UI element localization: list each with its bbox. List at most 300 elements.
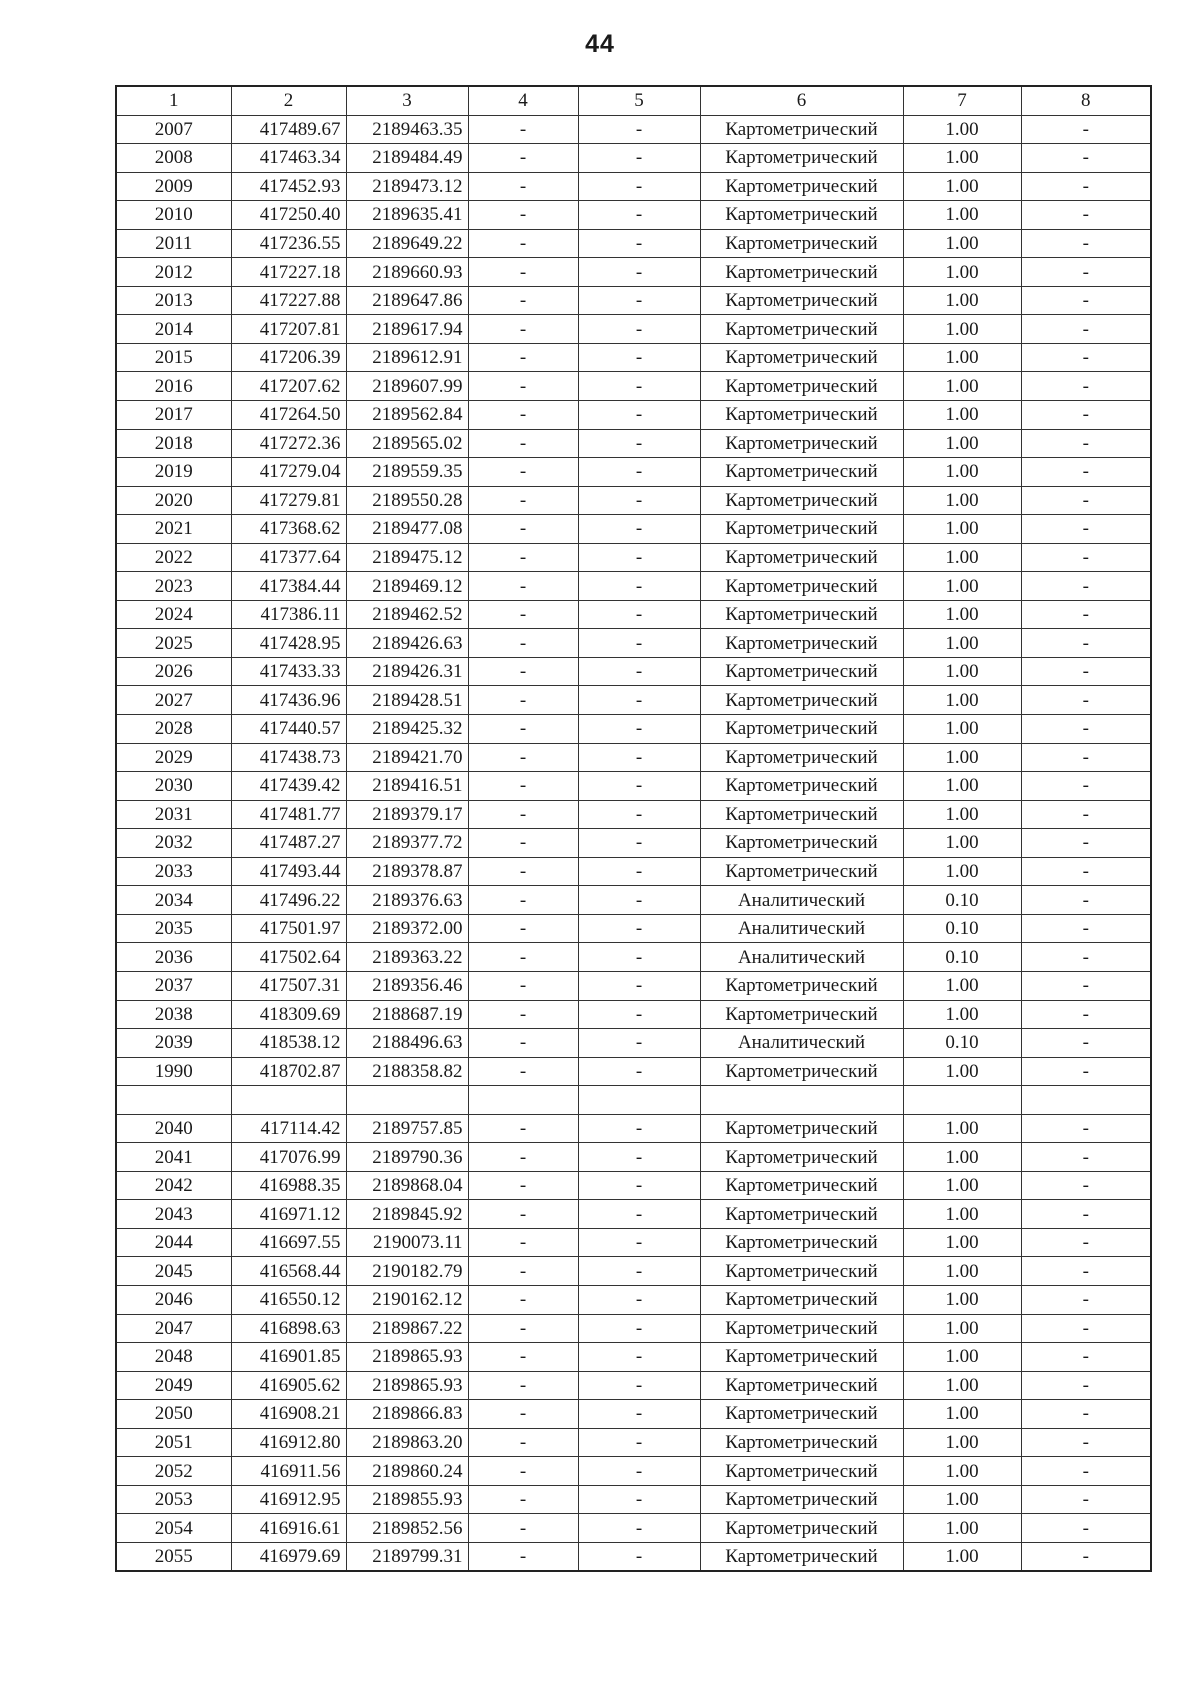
table-cell: - (578, 1485, 700, 1514)
table-row (116, 743, 1151, 772)
table-cell: - (578, 1114, 700, 1143)
table-cell: Картометрический (700, 857, 903, 886)
table-cell: - (1021, 401, 1151, 430)
table-cell: - (468, 543, 578, 572)
table-cell: - (1021, 343, 1151, 372)
table-cell: - (578, 857, 700, 886)
table-cell: 1.00 (903, 772, 1021, 801)
table-cell: 1.00 (903, 857, 1021, 886)
table-cell: 0.10 (903, 914, 1021, 943)
table-cell: - (468, 115, 578, 144)
table-cell: Картометрический (700, 1143, 903, 1172)
table-cell: - (468, 1400, 578, 1429)
table-cell: - (468, 857, 578, 886)
table-cell: - (578, 1314, 700, 1343)
table-cell: 2189617.94 (346, 315, 468, 344)
table-row (116, 515, 1151, 544)
table-cell: 2021 (116, 515, 231, 544)
table-cell: - (468, 1029, 578, 1058)
table-cell: - (1021, 229, 1151, 258)
table-cell: 2013 (116, 286, 231, 315)
table-cell: - (578, 743, 700, 772)
column-header: 3 (346, 86, 468, 115)
table-cell: - (1021, 1514, 1151, 1543)
table-cell: Картометрический (700, 1314, 903, 1343)
table-cell: 2048 (116, 1343, 231, 1372)
table-cell: 2189635.41 (346, 201, 468, 230)
table-cell: Картометрический (700, 1257, 903, 1286)
table-cell: 2189790.36 (346, 1143, 468, 1172)
table-cell: 2053 (116, 1485, 231, 1514)
table-cell: - (578, 600, 700, 629)
table-row (116, 1514, 1151, 1543)
table-cell: 2035 (116, 914, 231, 943)
table-cell: - (578, 258, 700, 287)
table-cell: 2047 (116, 1314, 231, 1343)
coordinates-table (115, 85, 1152, 1572)
table-cell: - (578, 286, 700, 315)
table-cell: Картометрический (700, 401, 903, 430)
table-cell: - (468, 657, 578, 686)
table-cell: - (578, 943, 700, 972)
table-row (116, 144, 1151, 173)
table-cell: - (578, 1371, 700, 1400)
table-row (116, 258, 1151, 287)
table-cell: - (1021, 172, 1151, 201)
table-cell: - (1021, 715, 1151, 744)
table-cell: - (1021, 914, 1151, 943)
table-cell: - (578, 486, 700, 515)
table-cell: - (578, 1457, 700, 1486)
table-cell: - (578, 458, 700, 487)
table-cell: 2190073.11 (346, 1228, 468, 1257)
table-cell: 0.10 (903, 1029, 1021, 1058)
table-cell: 2029 (116, 743, 231, 772)
table-cell: 2189647.86 (346, 286, 468, 315)
table-cell: 2045 (116, 1257, 231, 1286)
table-cell: 417264.50 (231, 401, 346, 430)
table-cell: 417279.81 (231, 486, 346, 515)
table-cell: - (1021, 1000, 1151, 1029)
table-row (116, 715, 1151, 744)
table-cell: 2188358.82 (346, 1057, 468, 1086)
table-cell: 2189379.17 (346, 800, 468, 829)
table-cell: Картометрический (700, 1057, 903, 1086)
table-cell: - (1021, 971, 1151, 1000)
table-cell: 417496.22 (231, 886, 346, 915)
table-cell: 416901.85 (231, 1343, 346, 1372)
table-cell: 1.00 (903, 258, 1021, 287)
table-row (116, 1200, 1151, 1229)
table-row (116, 1542, 1151, 1571)
table-cell: - (1021, 857, 1151, 886)
table-cell: 1.00 (903, 1485, 1021, 1514)
table-cell: 2008 (116, 144, 231, 173)
table-cell: 2026 (116, 657, 231, 686)
table-row (116, 600, 1151, 629)
table-cell: 417493.44 (231, 857, 346, 886)
table-cell: - (1021, 372, 1151, 401)
table-cell: 2189865.93 (346, 1371, 468, 1400)
table-cell: 2020 (116, 486, 231, 515)
table-cell: 417272.36 (231, 429, 346, 458)
table-cell: 2189660.93 (346, 258, 468, 287)
table-cell: 2189475.12 (346, 543, 468, 572)
table-cell: 2189425.32 (346, 715, 468, 744)
table-cell: - (468, 458, 578, 487)
table-cell: 1.00 (903, 1457, 1021, 1486)
table-cell: Картометрический (700, 743, 903, 772)
table-cell: - (578, 657, 700, 686)
table-cell: 416697.55 (231, 1228, 346, 1257)
table-cell: 417438.73 (231, 743, 346, 772)
table-cell: - (1021, 1171, 1151, 1200)
table-cell: 2189426.31 (346, 657, 468, 686)
table-cell: - (578, 1542, 700, 1571)
table-cell: 2038 (116, 1000, 231, 1029)
table-row (116, 943, 1151, 972)
table-cell: 2188496.63 (346, 1029, 468, 1058)
table-cell: - (468, 1343, 578, 1372)
table-cell: 2189866.83 (346, 1400, 468, 1429)
table-cell: 2055 (116, 1542, 231, 1571)
table-cell: 2189845.92 (346, 1200, 468, 1229)
table-cell: 2031 (116, 800, 231, 829)
table-row (116, 686, 1151, 715)
table-cell: 2189799.31 (346, 1542, 468, 1571)
table-cell: - (1021, 829, 1151, 858)
table-cell: 2189863.20 (346, 1428, 468, 1457)
table-cell: - (468, 1257, 578, 1286)
table-cell: 1.00 (903, 229, 1021, 258)
table-cell: - (578, 629, 700, 658)
table-cell: 2028 (116, 715, 231, 744)
table-cell: 2033 (116, 857, 231, 886)
table-cell: 2189356.46 (346, 971, 468, 1000)
table-cell: 2189855.93 (346, 1485, 468, 1514)
table-cell: 417368.62 (231, 515, 346, 544)
table-row (116, 429, 1151, 458)
column-header: 5 (578, 86, 700, 115)
table-cell: Картометрический (700, 1457, 903, 1486)
table-cell: Картометрический (700, 458, 903, 487)
table-row (116, 914, 1151, 943)
table-cell: 417227.18 (231, 258, 346, 287)
table-cell: - (1021, 943, 1151, 972)
table-cell: 2189865.93 (346, 1343, 468, 1372)
table-row (116, 1371, 1151, 1400)
table-cell: 2189377.72 (346, 829, 468, 858)
table-cell: - (1021, 1542, 1151, 1571)
table-cell: - (578, 1143, 700, 1172)
table-cell (116, 1086, 231, 1115)
table-cell: 2050 (116, 1400, 231, 1429)
table-cell: 2189428.51 (346, 686, 468, 715)
table-cell: - (468, 1000, 578, 1029)
table-cell: 1990 (116, 1057, 231, 1086)
table-cell: 416568.44 (231, 1257, 346, 1286)
table-cell: 416550.12 (231, 1285, 346, 1314)
table-cell: Картометрический (700, 315, 903, 344)
table-row (116, 1029, 1151, 1058)
table-cell: 2189559.35 (346, 458, 468, 487)
table-cell: - (578, 1285, 700, 1314)
table-cell: - (1021, 1200, 1151, 1229)
table-cell: - (578, 1400, 700, 1429)
table-cell: - (1021, 458, 1151, 487)
table-cell: Картометрический (700, 1485, 903, 1514)
table-row (116, 829, 1151, 858)
table-cell: 1.00 (903, 1228, 1021, 1257)
table-cell: - (468, 914, 578, 943)
table-cell: - (468, 1485, 578, 1514)
table-cell: Аналитический (700, 943, 903, 972)
table-cell: - (468, 772, 578, 801)
table-cell: Картометрический (700, 1400, 903, 1429)
table-cell: - (468, 1428, 578, 1457)
table-cell: Картометрический (700, 144, 903, 173)
table-cell (578, 1086, 700, 1115)
table-cell: - (468, 429, 578, 458)
table-row (116, 343, 1151, 372)
table-cell: 2023 (116, 572, 231, 601)
table-cell: 1.00 (903, 1057, 1021, 1086)
table-cell: - (468, 1228, 578, 1257)
table-cell: 2189860.24 (346, 1457, 468, 1486)
table-cell: 417377.64 (231, 543, 346, 572)
table-cell: - (1021, 1400, 1151, 1429)
table-cell: 2022 (116, 543, 231, 572)
table-row (116, 543, 1151, 572)
page-number: 44 (585, 30, 615, 58)
table-cell: - (468, 315, 578, 344)
table-cell: - (468, 1371, 578, 1400)
table-cell: Картометрический (700, 772, 903, 801)
table-cell: - (578, 115, 700, 144)
table-cell: 1.00 (903, 1171, 1021, 1200)
table-cell: 1.00 (903, 1371, 1021, 1400)
table-cell: 2019 (116, 458, 231, 487)
table-cell: - (578, 829, 700, 858)
table-cell: - (468, 1171, 578, 1200)
table-cell: Картометрический (700, 1171, 903, 1200)
table-cell: 416979.69 (231, 1542, 346, 1571)
table-cell: Картометрический (700, 971, 903, 1000)
table-cell (468, 1086, 578, 1115)
table-cell: 417489.67 (231, 115, 346, 144)
table-cell: 417207.62 (231, 372, 346, 401)
table-cell: - (1021, 315, 1151, 344)
table-cell: 416912.80 (231, 1428, 346, 1457)
table-cell: 416971.12 (231, 1200, 346, 1229)
table-cell: 418702.87 (231, 1057, 346, 1086)
table-cell: Картометрический (700, 429, 903, 458)
table-row (116, 1285, 1151, 1314)
table-cell: - (468, 1114, 578, 1143)
table-cell: 2189426.63 (346, 629, 468, 658)
table-cell: 1.00 (903, 1000, 1021, 1029)
table-cell: - (468, 401, 578, 430)
table-cell: 1.00 (903, 657, 1021, 686)
table-cell: - (468, 258, 578, 287)
table-cell: - (1021, 1029, 1151, 1058)
table-cell: Картометрический (700, 715, 903, 744)
table-cell (903, 1086, 1021, 1115)
table-cell: Картометрический (700, 1514, 903, 1543)
table-cell: Картометрический (700, 686, 903, 715)
table-row (116, 1143, 1151, 1172)
table-cell: Картометрический (700, 1343, 903, 1372)
table-cell: - (468, 800, 578, 829)
table-cell: 1.00 (903, 458, 1021, 487)
table-cell: - (578, 800, 700, 829)
table-cell: - (1021, 1428, 1151, 1457)
table-cell: - (1021, 1228, 1151, 1257)
table-cell: 2016 (116, 372, 231, 401)
table-row (116, 1343, 1151, 1372)
table-cell: 417440.57 (231, 715, 346, 744)
table-cell: 417439.42 (231, 772, 346, 801)
table-cell: - (578, 201, 700, 230)
table-cell: - (468, 172, 578, 201)
table-cell: 1.00 (903, 401, 1021, 430)
table-row (116, 1114, 1151, 1143)
table-cell: 0.10 (903, 943, 1021, 972)
table-cell: - (1021, 1314, 1151, 1343)
table-cell: 416911.56 (231, 1457, 346, 1486)
table-cell: Аналитический (700, 914, 903, 943)
table-cell: - (578, 343, 700, 372)
table-cell (1021, 1086, 1151, 1115)
table-cell: - (578, 971, 700, 1000)
table-cell: - (468, 886, 578, 915)
table-cell: - (1021, 1257, 1151, 1286)
table-cell: 2027 (116, 686, 231, 715)
table-row (116, 1228, 1151, 1257)
table-cell: - (1021, 1343, 1151, 1372)
table-cell: - (1021, 115, 1151, 144)
table-cell: 2032 (116, 829, 231, 858)
table-cell: - (1021, 743, 1151, 772)
table-cell: - (468, 144, 578, 173)
table-row (116, 315, 1151, 344)
table-cell: - (468, 1457, 578, 1486)
table-cell: - (578, 401, 700, 430)
table-cell: Картометрический (700, 1371, 903, 1400)
table-row (116, 1485, 1151, 1514)
table-cell: 2189867.22 (346, 1314, 468, 1343)
table-cell: 2041 (116, 1143, 231, 1172)
table-row (116, 1257, 1151, 1286)
table-cell: 2189378.87 (346, 857, 468, 886)
table-cell: 2054 (116, 1514, 231, 1543)
table-cell: 2189550.28 (346, 486, 468, 515)
table-cell: 1.00 (903, 515, 1021, 544)
table-cell: - (1021, 543, 1151, 572)
table-cell: 1.00 (903, 1514, 1021, 1543)
table-cell: - (1021, 258, 1151, 287)
table-cell: Картометрический (700, 543, 903, 572)
table-cell: 1.00 (903, 1428, 1021, 1457)
table-cell: Картометрический (700, 258, 903, 287)
table-cell: - (468, 1514, 578, 1543)
table-cell: - (1021, 686, 1151, 715)
table-cell: 1.00 (903, 372, 1021, 401)
table-cell: - (468, 1200, 578, 1229)
table-cell: Картометрический (700, 229, 903, 258)
table-cell: 417206.39 (231, 343, 346, 372)
table-cell: Картометрический (700, 372, 903, 401)
table-cell: 2025 (116, 629, 231, 658)
table-cell: 1.00 (903, 1400, 1021, 1429)
table-row (116, 886, 1151, 915)
table-cell: - (468, 971, 578, 1000)
table-row (116, 458, 1151, 487)
table-cell: - (468, 201, 578, 230)
table-cell: 1.00 (903, 800, 1021, 829)
table-row (116, 115, 1151, 144)
table-row (116, 971, 1151, 1000)
table-cell: 417428.95 (231, 629, 346, 658)
table-cell: 417433.33 (231, 657, 346, 686)
table-cell: 417207.81 (231, 315, 346, 344)
table-cell: Картометрический (700, 286, 903, 315)
table-cell: 1.00 (903, 1114, 1021, 1143)
table-row (116, 1000, 1151, 1029)
table-cell: 2017 (116, 401, 231, 430)
table-cell: 2189462.52 (346, 600, 468, 629)
table-cell: 416912.95 (231, 1485, 346, 1514)
table-cell: 2189421.70 (346, 743, 468, 772)
table-cell: 2189852.56 (346, 1514, 468, 1543)
table-cell: - (468, 686, 578, 715)
table-cell: 2190182.79 (346, 1257, 468, 1286)
table-cell: - (468, 515, 578, 544)
table-cell: 2189473.12 (346, 172, 468, 201)
table-cell: 417501.97 (231, 914, 346, 943)
table-cell: Картометрический (700, 1428, 903, 1457)
table-cell: - (1021, 886, 1151, 915)
table-cell: - (578, 1057, 700, 1086)
table-cell: - (578, 715, 700, 744)
table-cell: - (578, 515, 700, 544)
table-cell: - (1021, 286, 1151, 315)
table-cell: 1.00 (903, 115, 1021, 144)
table-cell: - (468, 486, 578, 515)
table-cell: - (1021, 429, 1151, 458)
table-cell: - (1021, 1114, 1151, 1143)
table-cell: 417236.55 (231, 229, 346, 258)
table-cell: 1.00 (903, 543, 1021, 572)
table-cell: 1.00 (903, 1285, 1021, 1314)
table-cell: 1.00 (903, 1200, 1021, 1229)
table-cell: - (1021, 1371, 1151, 1400)
column-header: 6 (700, 86, 903, 115)
table-cell: - (1021, 600, 1151, 629)
table-cell: 1.00 (903, 1542, 1021, 1571)
table-cell: 2190162.12 (346, 1285, 468, 1314)
table-cell: 2034 (116, 886, 231, 915)
table-cell: - (1021, 772, 1151, 801)
table-cell: - (468, 1542, 578, 1571)
table-cell: 2037 (116, 971, 231, 1000)
table-cell: 1.00 (903, 572, 1021, 601)
table-cell: 1.00 (903, 343, 1021, 372)
table-row (116, 1057, 1151, 1086)
table-cell: 1.00 (903, 1257, 1021, 1286)
table-row (116, 201, 1151, 230)
table-row (116, 629, 1151, 658)
